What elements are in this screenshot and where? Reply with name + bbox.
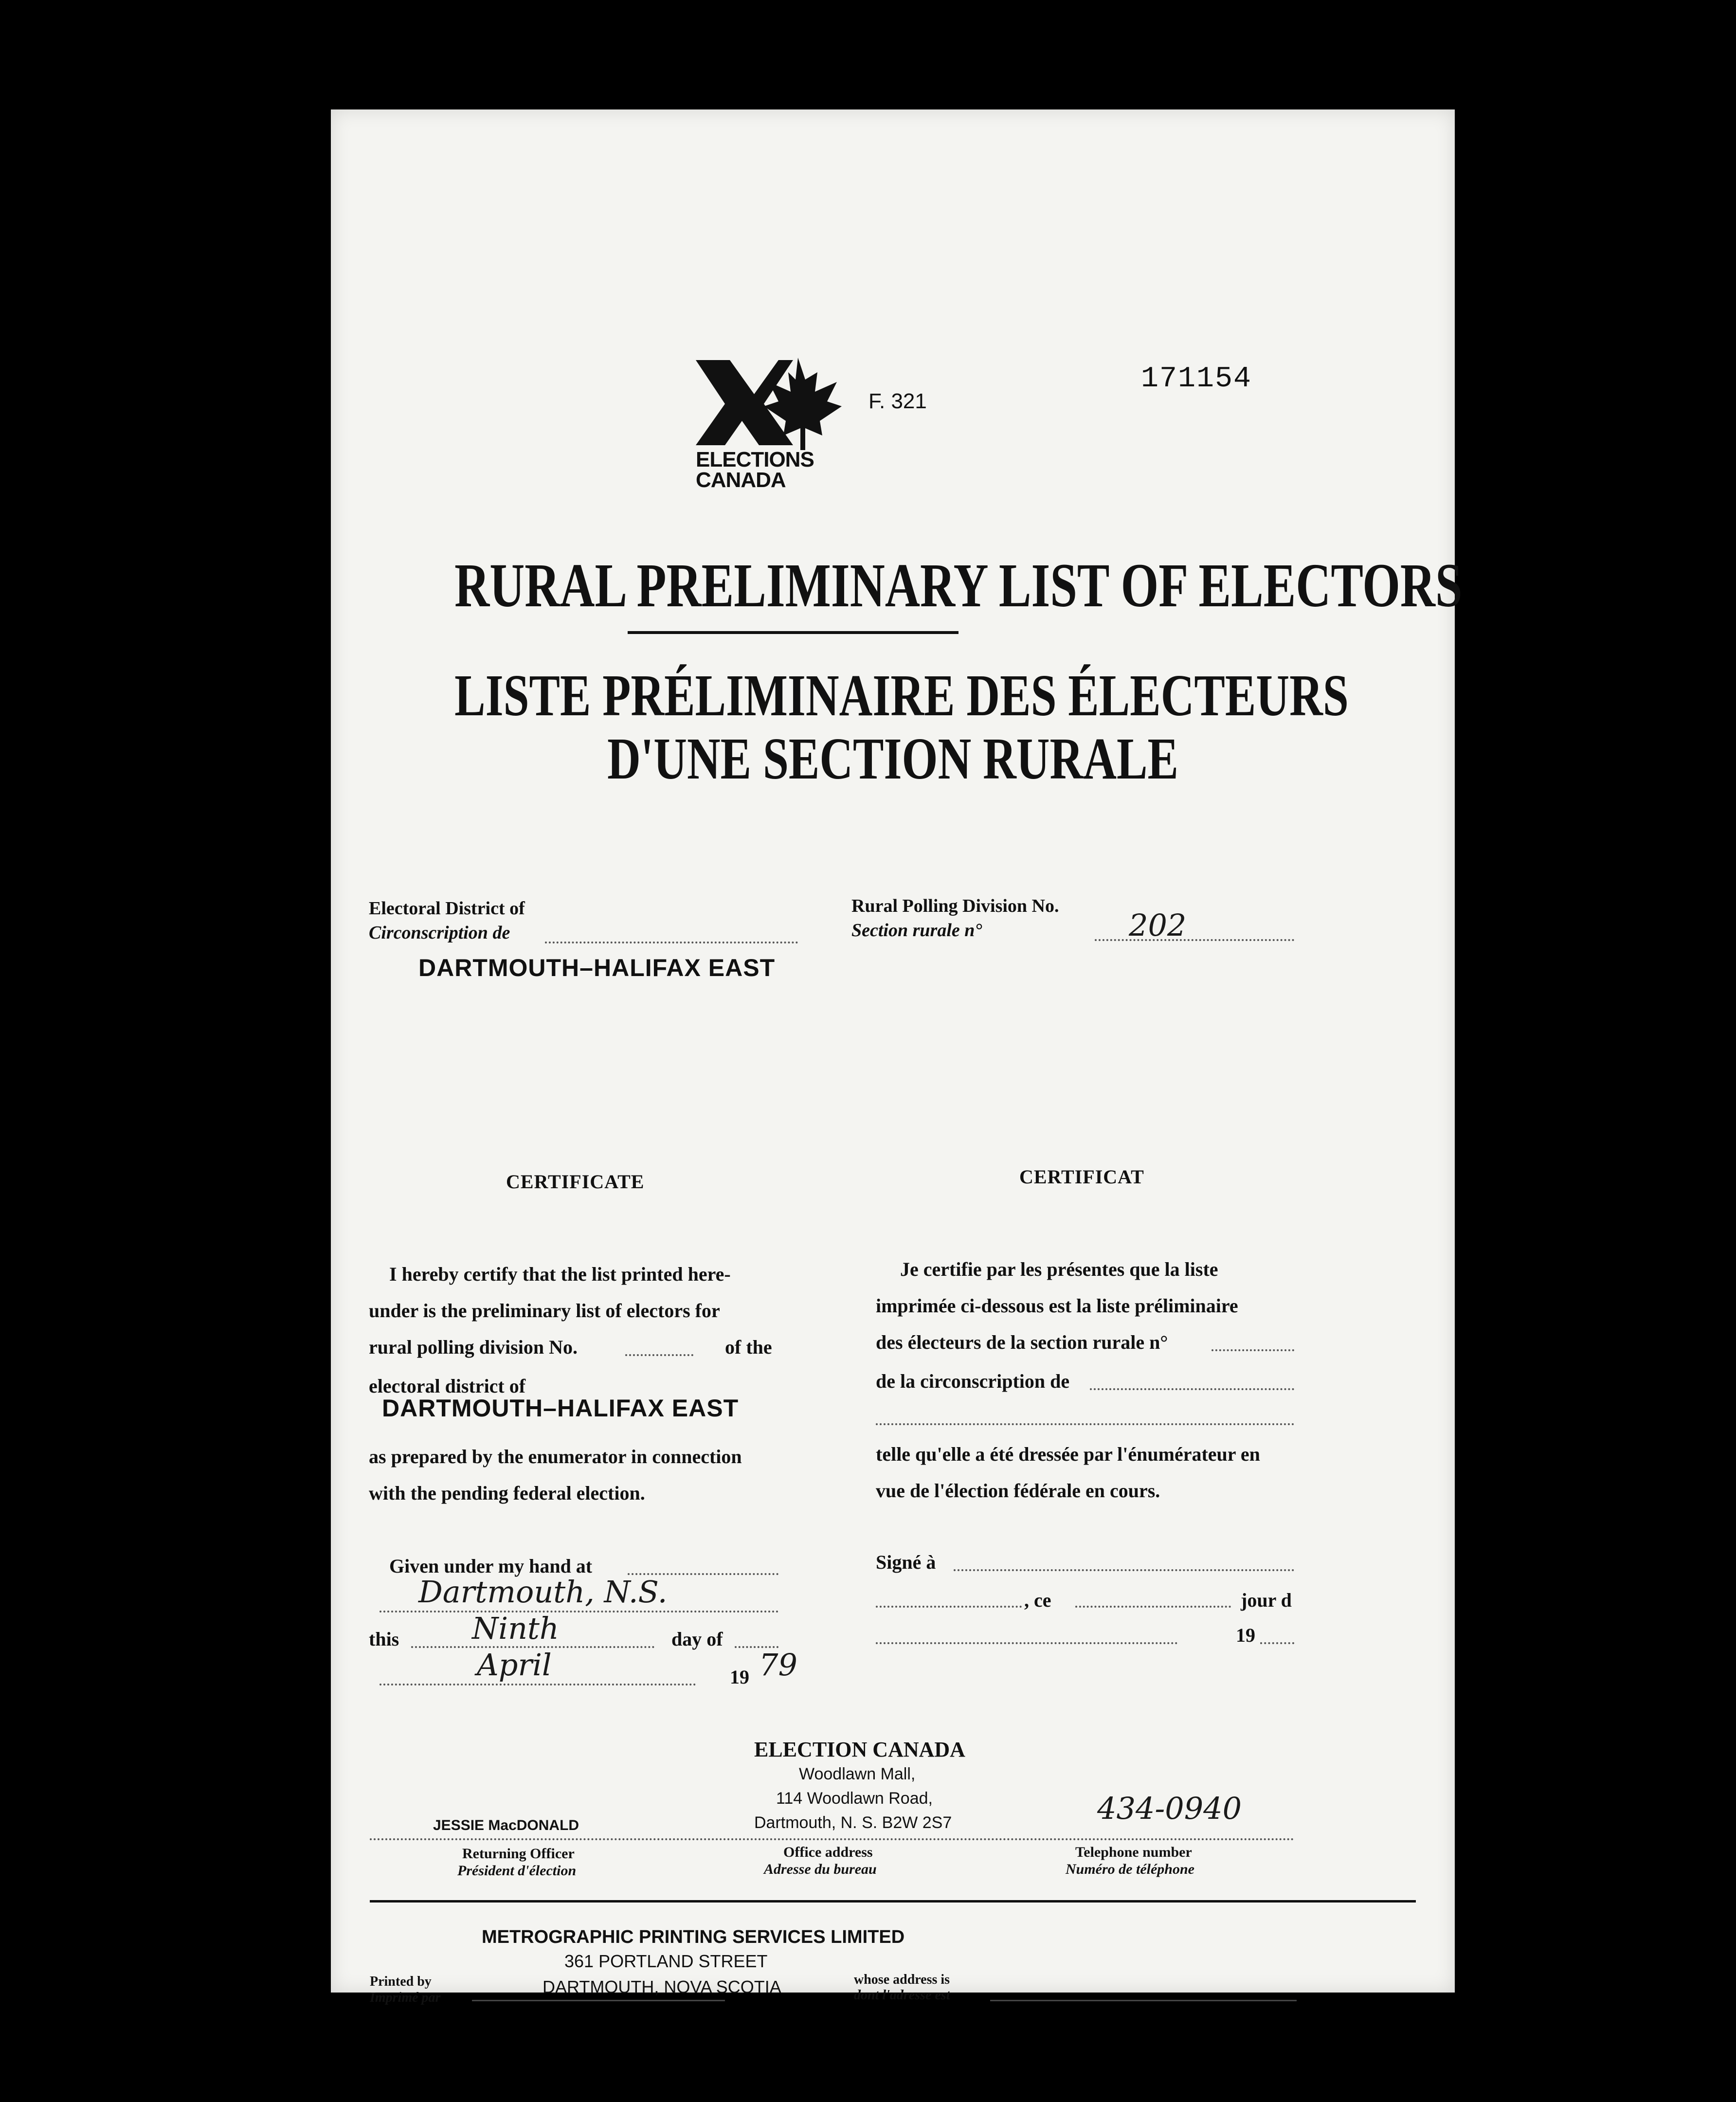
given-label: Given under my hand at (389, 1555, 593, 1577)
office-address3: Dartmouth, N. S. B2W 2S7 (754, 1813, 952, 1832)
title-french-line2: D'UNE SECTION RURALE (607, 726, 1178, 792)
cert-en-line1: I hereby certify that the list printed here- (389, 1263, 731, 1285)
office-address2: 114 Woodlawn Road, (776, 1789, 933, 1808)
elections-canada-logo (696, 353, 871, 499)
returning-officer-caption-fr: Président d'élection (457, 1863, 577, 1879)
cert-fr-line6: vue de l'élection fédérale en cours. (876, 1480, 1160, 1502)
telephone-caption-en: Telephone number (1075, 1844, 1192, 1860)
place-value: Dartmouth, N.S. (418, 1574, 668, 1610)
maple-leaf-x-icon (696, 353, 871, 450)
printed-by-fr: Imprimé par (370, 1990, 441, 2005)
title-french-line1: LISTE PRÉLIMINAIRE DES ÉLECTEURS (454, 663, 1349, 728)
month-value: April (477, 1647, 552, 1683)
polling-label-en: Rural Polling Division No. (851, 896, 1059, 916)
ce-line (1075, 1606, 1231, 1608)
place-line (380, 1611, 778, 1613)
office-name: ELECTION CANADA (754, 1738, 965, 1761)
polling-field-line (1095, 939, 1294, 941)
ce-label: , ce (1024, 1589, 1051, 1611)
day-value: Ninth (472, 1611, 559, 1646)
whose-address-en: whose address is (854, 1972, 950, 1987)
printed-by-line (472, 2000, 725, 2001)
cert-en-line3b: of the (725, 1336, 772, 1358)
year-fr-line (1260, 1642, 1294, 1644)
district-label-fr: Circonscription de (369, 923, 510, 943)
logo-text-line2: CANADA (696, 468, 786, 492)
this-label: this (369, 1628, 399, 1650)
year-value: 79 (759, 1647, 797, 1683)
polling-label-fr: Section rurale n° (851, 920, 982, 941)
jour-line (876, 1642, 1177, 1644)
telephone-value: 434-0940 (1097, 1791, 1242, 1826)
title-divider (628, 631, 958, 634)
cert-en-line4: electoral district of (369, 1375, 526, 1397)
printer-address1: 361 PORTLAND STREET (564, 1951, 768, 1971)
whose-address-fr: dont l'adresse est (854, 1988, 950, 2003)
cert-fr-line1: Je certifie par les présentes que la liste (900, 1258, 1218, 1280)
whose-address-line (990, 2000, 1297, 2001)
day-of-label: day of (671, 1628, 723, 1650)
signed-line (954, 1569, 1294, 1571)
district-field-line (545, 942, 798, 943)
month-line (380, 1684, 696, 1685)
cert-fr-line2: imprimée ci-dessous est la liste préliminaire (876, 1295, 1238, 1317)
district-value: DARTMOUTH–HALIFAX EAST (418, 954, 776, 981)
certificate-heading-fr: CERTIFICAT (1019, 1166, 1144, 1188)
jour-label: jour d (1241, 1589, 1292, 1611)
cert-fr-district-line (1090, 1388, 1294, 1390)
signature-line (370, 1838, 1294, 1840)
cert-en-line3a: rural polling division No. (369, 1336, 578, 1358)
form-code: F. 321 (868, 389, 927, 413)
title-english: RURAL PRELIMINARY LIST OF ELECTORS (454, 551, 1463, 620)
signed-label: Signé à (876, 1551, 936, 1573)
returning-officer-caption-en: Returning Officer (462, 1846, 575, 1862)
serial-number: 171154 (1141, 362, 1252, 396)
district-label-en: Electoral District of (369, 898, 525, 919)
polling-division-value: 202 (1129, 907, 1187, 943)
cert-en-line5: as prepared by the enumerator in connection (369, 1446, 742, 1468)
telephone-caption-fr: Numéro de téléphone (1066, 1861, 1194, 1877)
cert-fr-division-line (1212, 1349, 1294, 1351)
office-address1: Woodlawn Mall, (799, 1765, 916, 1783)
cert-fr-line3: des électeurs de la section rurale n° (876, 1331, 1168, 1353)
office-caption-en: Office address (783, 1844, 873, 1860)
logo-text-line1: ELECTIONS (696, 448, 814, 471)
printed-by-en: Printed by (370, 1974, 432, 1989)
cert-en-district-value: DARTMOUTH–HALIFAX EAST (382, 1395, 739, 1422)
printer-name: METROGRAPHIC PRINTING SERVICES LIMITED (482, 1927, 905, 1947)
cert-en-line2: under is the preliminary list of electors for (369, 1300, 720, 1322)
cert-fr-district-line2 (876, 1423, 1294, 1425)
certificate-heading-en: CERTIFICATE (506, 1171, 645, 1193)
cert-fr-line4: de la circonscription de (876, 1370, 1070, 1392)
footer-rule (370, 1900, 1416, 1903)
signed-place-line (876, 1606, 1022, 1608)
year-prefix-en: 19 (730, 1666, 749, 1688)
cert-en-division-line (625, 1354, 693, 1356)
office-caption-fr: Adresse du bureau (764, 1861, 877, 1877)
returning-officer-name: JESSIE MacDONALD (433, 1817, 579, 1833)
year-prefix-fr: 19 (1236, 1624, 1255, 1646)
document-sheet (331, 109, 1463, 2005)
cert-en-line6: with the pending federal election. (369, 1482, 645, 1504)
printer-address2: DARTMOUTH, NOVA SCOTIA (542, 1977, 781, 1997)
cert-fr-line5: telle qu'elle a été dressée par l'énumérateur en (876, 1443, 1260, 1465)
